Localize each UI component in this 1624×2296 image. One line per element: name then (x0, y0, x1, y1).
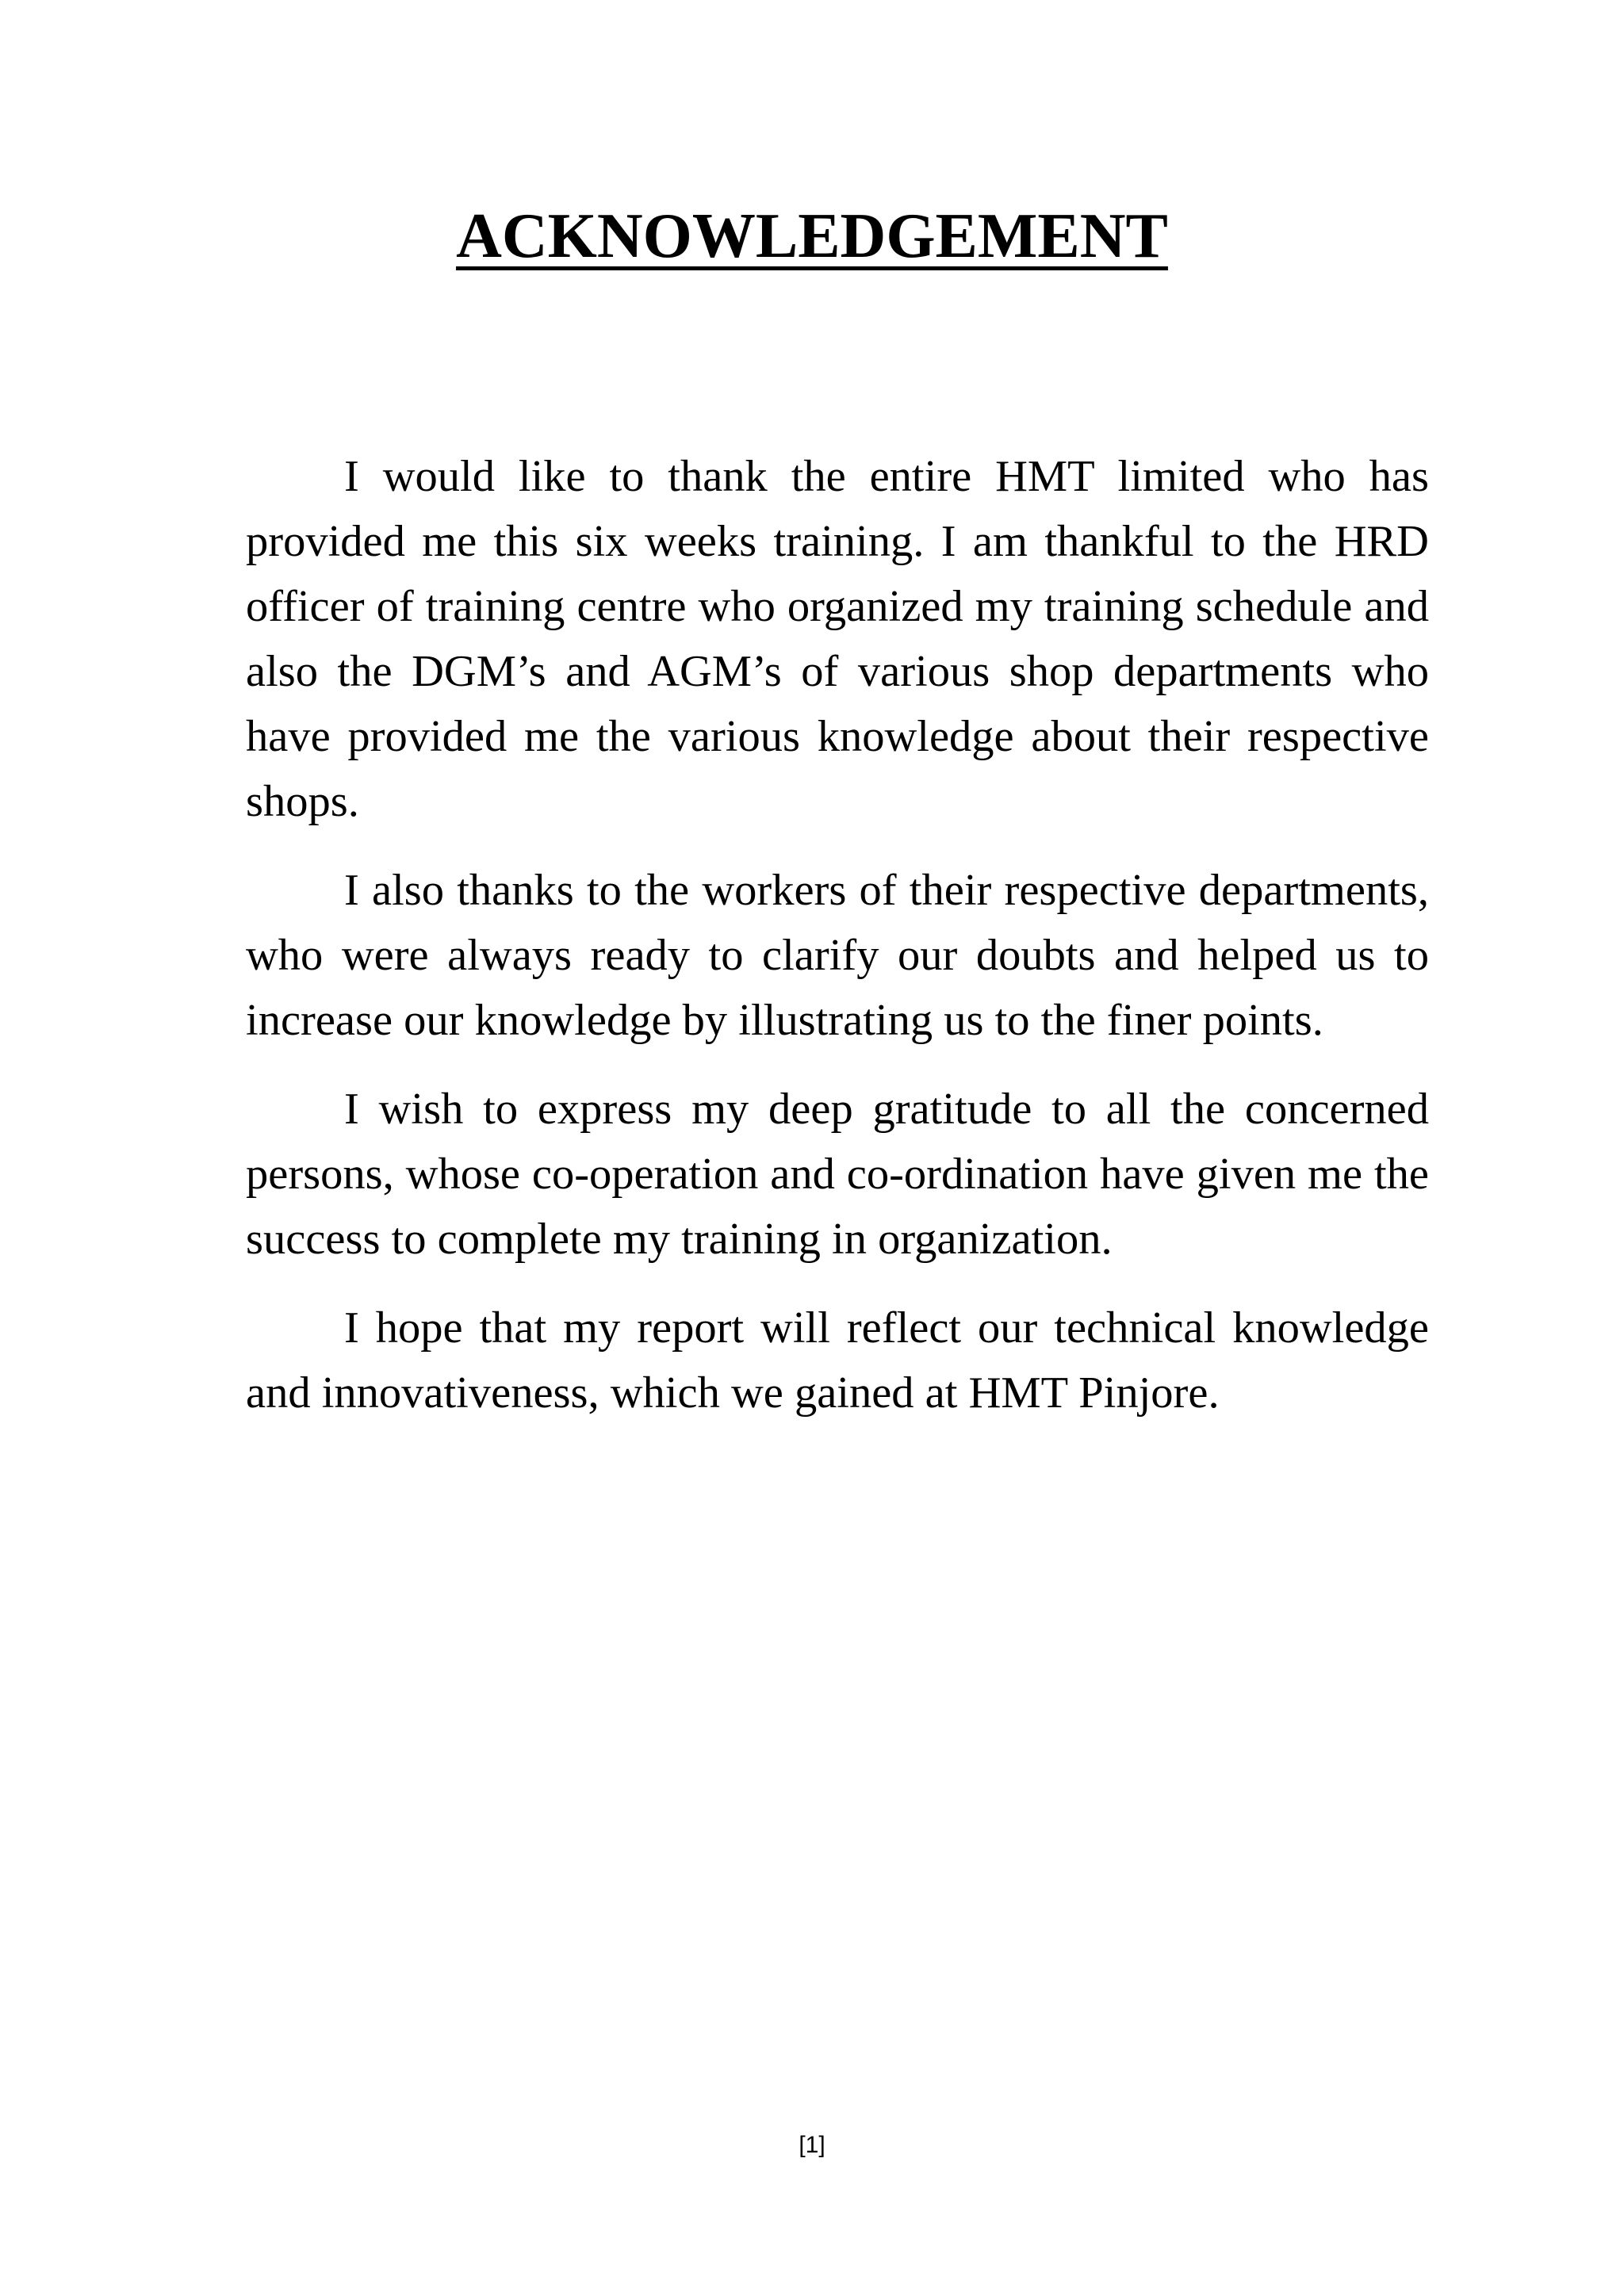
paragraph-4: I hope that my report will reflect our technical knowledge and innovativeness, which we gained at HMT Pinjore. (246, 1303, 1429, 1418)
paragraph-3: I wish to express my deep gratitude to all the concerned persons, whose co-operation and co-ordination have given me the success to complete my training in organization. (246, 1085, 1429, 1264)
page-title: ACKNOWLEDGEMENT (456, 201, 1168, 271)
paragraph-1: I would like to thank the entire HMT limited who has provided me this six weeks training. I am thankful to the HRD officer of training centre who organized my training schedule and also the DGM’s and AGM’s of various shop departments who have provided me the various knowledge about their respective shops. (246, 452, 1429, 826)
page-number: [1] (799, 2132, 825, 2158)
paragraph-2: I also thanks to the workers of their respective departments, who were always ready to clarify our doubts and helped us to increase our knowledge by illustrating us to the finer points. (246, 866, 1429, 1045)
body-text (246, 444, 1429, 1449)
